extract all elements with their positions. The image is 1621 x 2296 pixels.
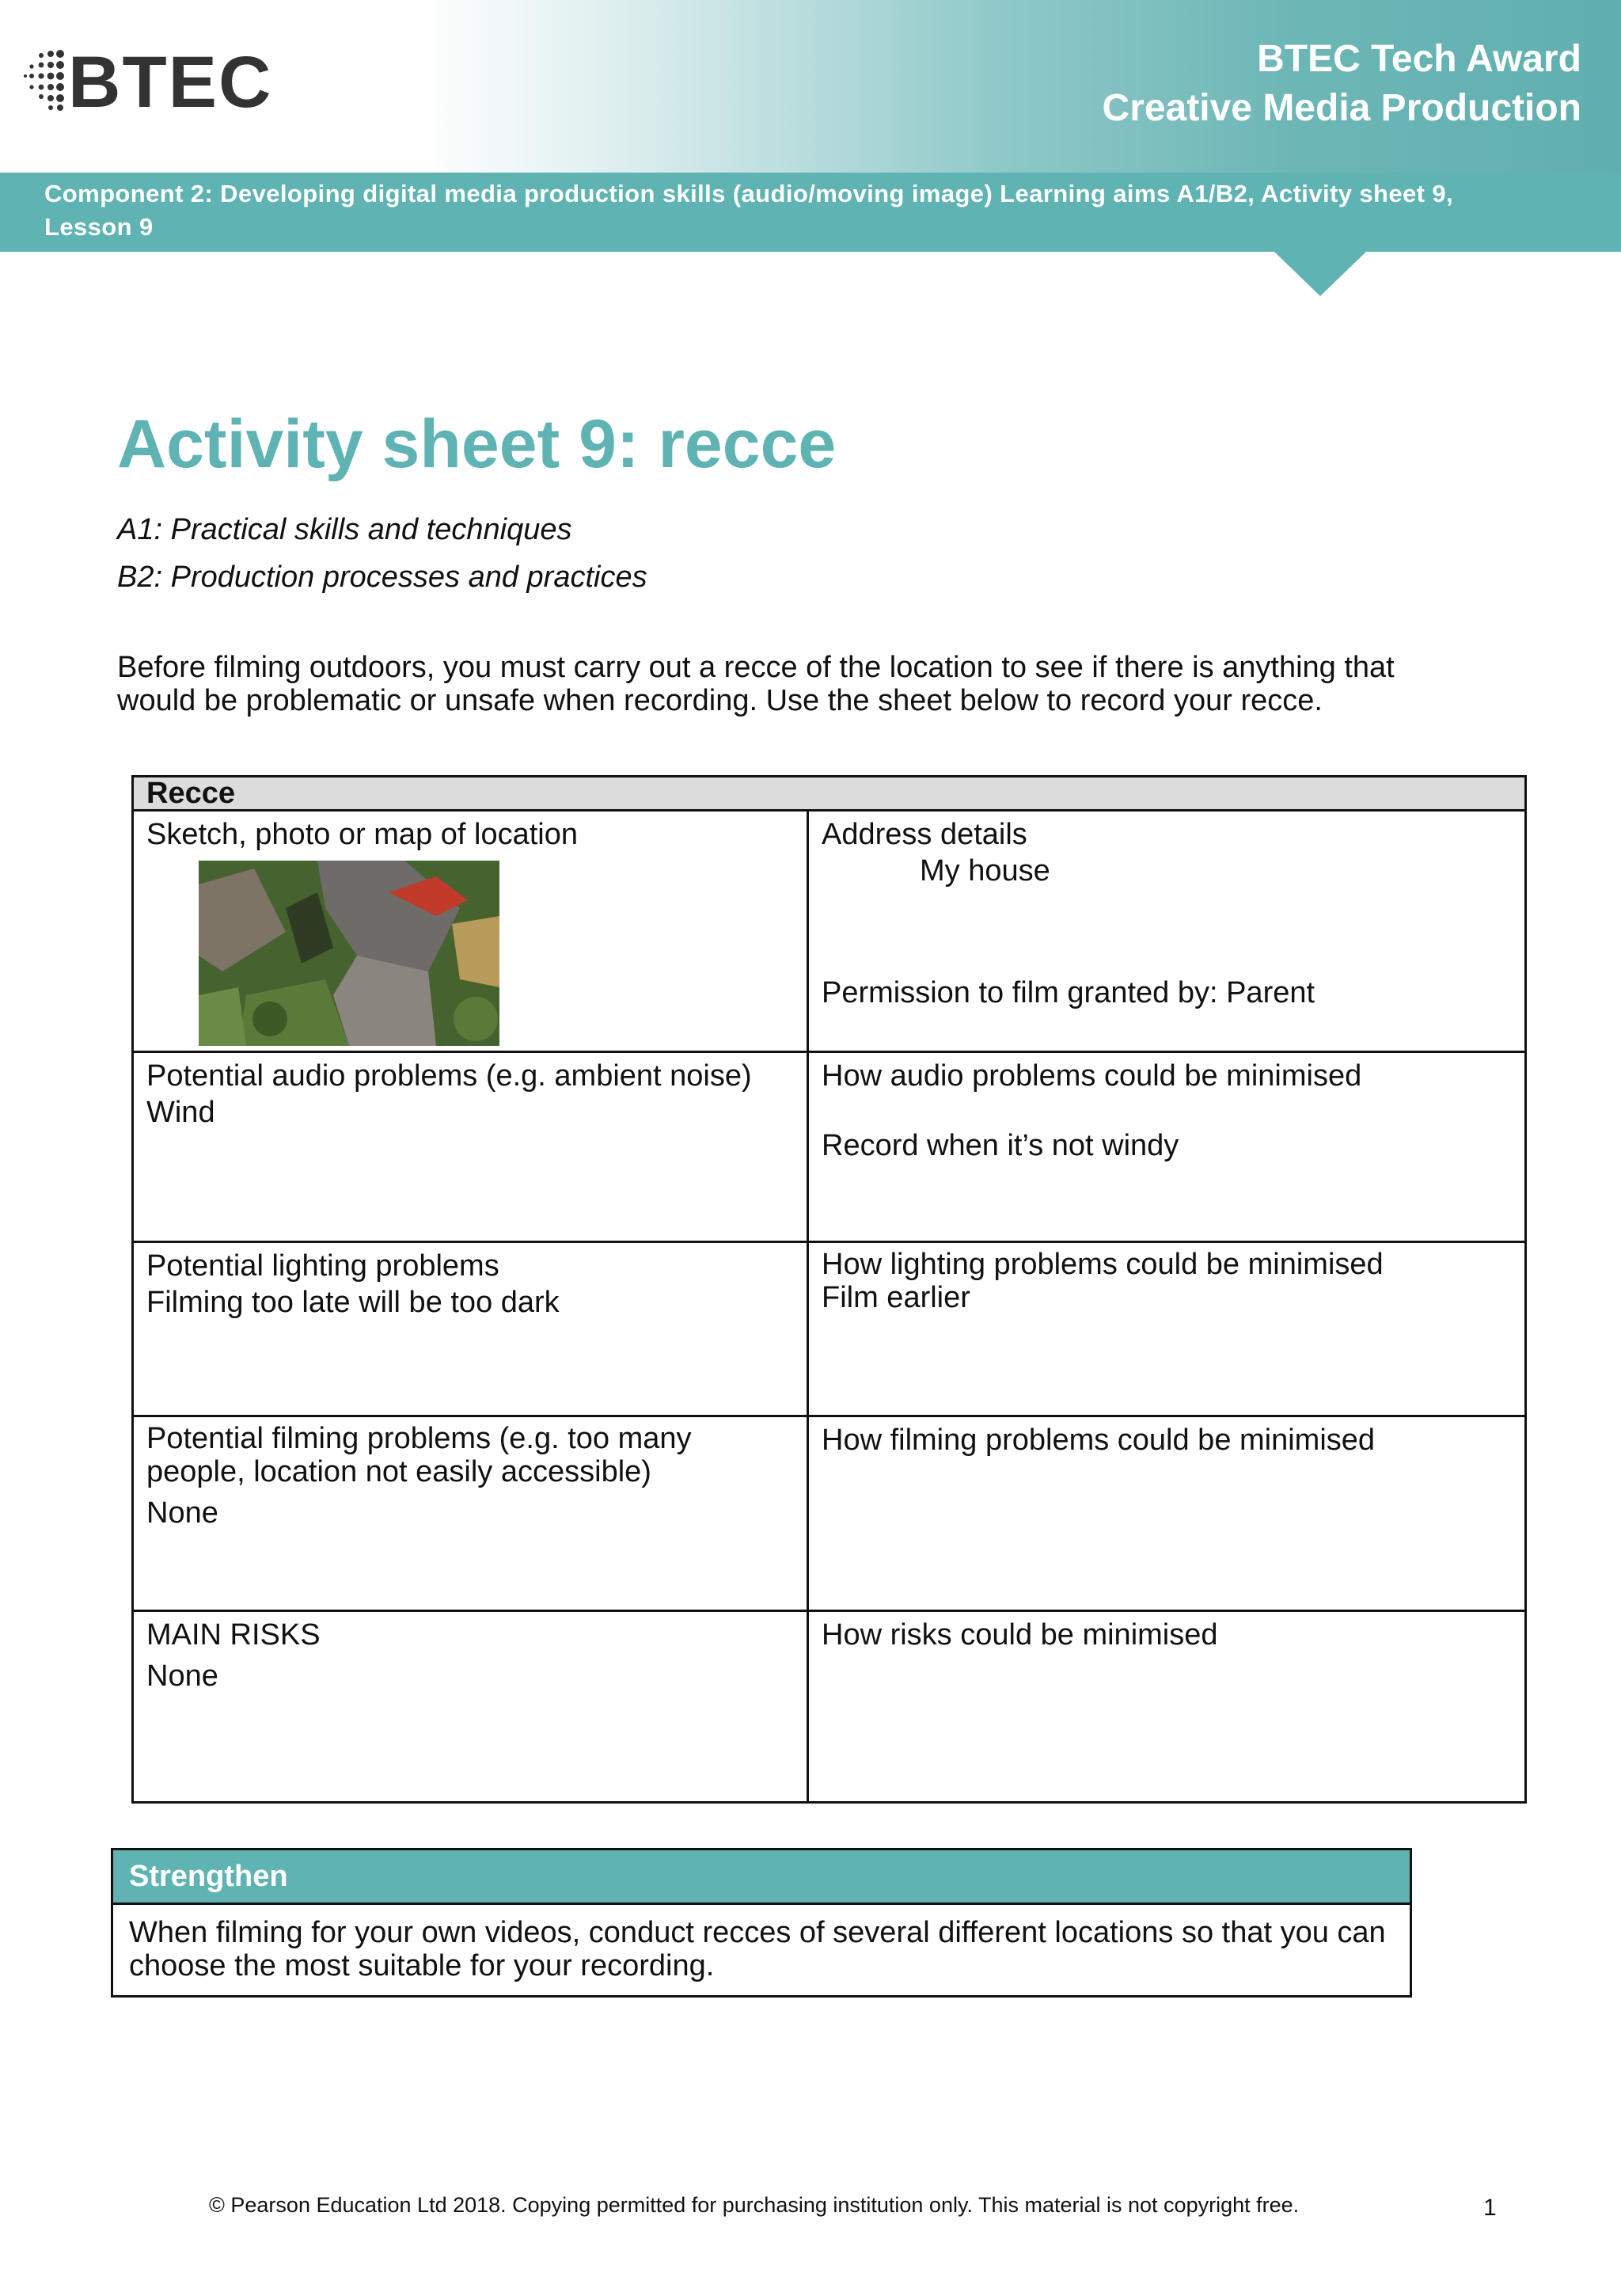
audio-solutions-cell: [808, 1052, 1526, 1242]
page-title: Activity sheet 9: recce: [117, 406, 837, 482]
strengthen-line-2: choose the most suitable for your recording.: [129, 1949, 715, 1982]
learning-aim-a1: A1: Practical skills and techniques: [117, 513, 572, 546]
address-label: Address details: [822, 818, 1027, 851]
component-line-1: Component 2: Developing digital media production skills (audio/moving image) Learning aims A1/B2, Activity sheet 9,: [44, 180, 1454, 207]
location-cell: [133, 811, 808, 1052]
table-row: [133, 1052, 1526, 1242]
award-title: [1103, 35, 1581, 133]
lighting-solutions-label: How lighting problems could be minimised: [822, 1248, 1384, 1281]
lighting-problems-cell: [133, 1242, 808, 1416]
intro-line-1: Before filming outdoors, you must carry out a recce of the location to see if there is anything that: [117, 651, 1395, 684]
strengthen-box: [111, 1848, 1412, 1998]
logo-dots-icon: [24, 48, 71, 111]
lighting-problems-value: Filming too late will be too dark: [146, 1286, 560, 1319]
main-risks-label: MAIN RISKS: [146, 1618, 321, 1652]
recce-table-heading: Recce: [133, 777, 1526, 811]
btec-logo: [24, 42, 273, 123]
table-row: [133, 1242, 1526, 1416]
intro-paragraph: [117, 651, 1542, 717]
location-label: Sketch, photo or map of location: [146, 818, 578, 851]
main-risks-cell: [133, 1611, 808, 1803]
table-row: [133, 1416, 1526, 1611]
strengthen-line-1: When filming for your own videos, conduct recces of several different locations so that you can: [129, 1916, 1386, 1949]
aerial-map-image: [199, 861, 499, 1046]
filming-solutions-cell: [808, 1416, 1526, 1611]
copyright-footer: © Pearson Education Ltd 2018. Copying permitted for purchasing institution only. This material is not copyright free.: [209, 2193, 1300, 2217]
risk-solutions-cell: [808, 1611, 1526, 1803]
logo-text: BTEC: [68, 42, 273, 123]
strip-arrow-icon: [1274, 252, 1366, 296]
permission-text: Permission to film granted by: Parent: [822, 976, 1315, 1009]
component-line-2: Lesson 9: [44, 213, 154, 241]
component-strip-text: [44, 177, 1588, 244]
page-number: 1: [1483, 2195, 1497, 2221]
audio-problems-cell: [133, 1052, 808, 1242]
filming-problems-label-2: people, location not easily accessible): [146, 1455, 651, 1488]
intro-line-2: would be problematic or unsafe when recording. Use the sheet below to record your recce.: [117, 684, 1323, 717]
audio-solutions-label: How audio problems could be minimised: [822, 1059, 1362, 1093]
address-cell: [808, 811, 1526, 1052]
award-line-2: Creative Media Production: [1102, 87, 1581, 129]
filming-problems-cell: [133, 1416, 808, 1611]
strengthen-heading: Strengthen: [113, 1850, 1410, 1905]
main-risks-value: None: [146, 1659, 218, 1693]
recce-table: [131, 775, 1527, 1804]
risk-solutions-label: How risks could be minimised: [822, 1618, 1218, 1652]
audio-solutions-value: Record when it’s not windy: [822, 1129, 1179, 1162]
address-value: My house: [920, 854, 1050, 888]
filming-problems-label-1: Potential filming problems (e.g. too many: [146, 1422, 692, 1455]
table-row: [133, 811, 1526, 1052]
audio-problems-label: Potential audio problems (e.g. ambient noise): [146, 1059, 752, 1093]
lighting-solutions-cell: [808, 1242, 1526, 1416]
award-line-1: BTEC Tech Award: [1257, 38, 1581, 80]
filming-problems-value: None: [146, 1496, 218, 1530]
lighting-problems-label: Potential lighting problems: [146, 1249, 499, 1283]
audio-problems-value: Wind: [146, 1096, 215, 1129]
component-strip: [0, 173, 1621, 252]
lighting-solutions-value: Film earlier: [822, 1281, 970, 1314]
strengthen-body: [113, 1905, 1410, 1995]
table-row: [133, 1611, 1526, 1803]
learning-aim-b2: B2: Production processes and practices: [117, 561, 647, 594]
filming-solutions-label: How filming problems could be minimised: [822, 1424, 1376, 1457]
